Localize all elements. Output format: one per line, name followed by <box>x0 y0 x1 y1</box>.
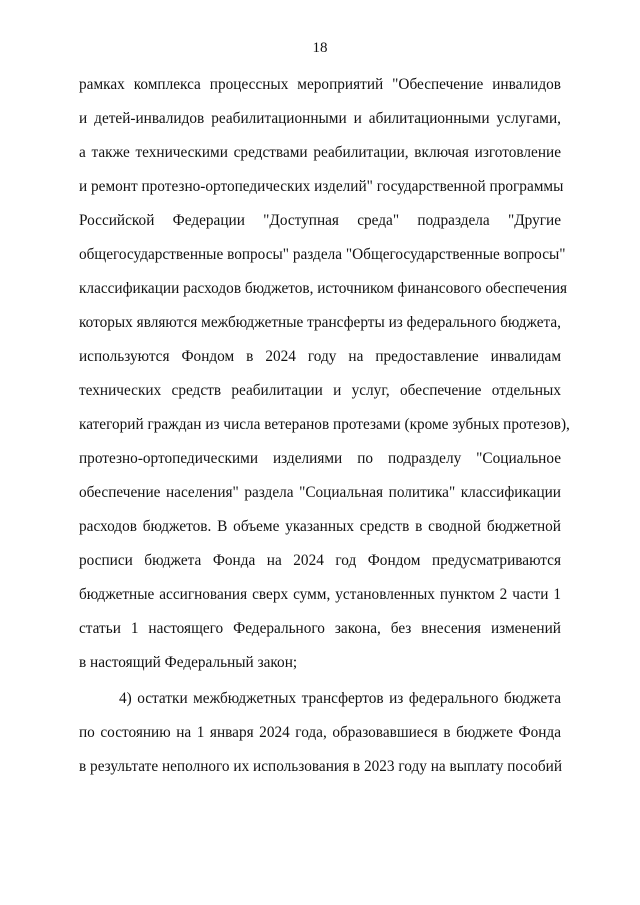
text-line: которых являются межбюджетные трансферты из федерального бюджета, <box>79 314 561 331</box>
text-line: в результате неполного их использования в 2023 году на выплату пособий <box>79 758 563 775</box>
text-line: по состоянию на 1 января 2024 года, образовавшиеся в бюджете Фонда <box>79 724 561 741</box>
text-line: обеспечение населения" раздела "Социальная политика" классификации <box>79 484 561 501</box>
page-number: 18 <box>312 40 328 56</box>
text-line: а также техническими средствами реабилитации, включая изготовление <box>79 144 561 161</box>
text-line: рамках комплекса процессных мероприятий "Обеспечение инвалидов <box>79 76 561 93</box>
text-line: в настоящий Федеральный закон; <box>79 654 298 671</box>
text-line: расходов бюджетов. В объеме указанных средств в сводной бюджетной <box>79 518 561 535</box>
text-line: протезно-ортопедическими изделиями по подразделу "Социальное <box>79 450 561 467</box>
document-body <box>79 68 570 784</box>
paragraph-1 <box>79 68 570 680</box>
paragraph-2 <box>79 682 561 784</box>
text-line: технических средств реабилитации и услуг, обеспечение отдельных <box>79 382 561 399</box>
text-line: 4) остатки межбюджетных трансфертов из федерального бюджета <box>119 690 561 707</box>
text-line: классификации расходов бюджетов, источником финансового обеспечения <box>79 280 568 297</box>
text-line: Российской Федерации "Доступная среда" подраздела "Другие <box>79 212 561 229</box>
text-line: росписи бюджета Фонда на 2024 год Фондом предусматриваются <box>79 552 561 569</box>
text-line: и ремонт протезно-ортопедических изделий" государственной программы <box>79 178 564 195</box>
text-line: статьи 1 настоящего Федерального закона, без внесения изменений <box>79 620 561 637</box>
text-line: используются Фондом в 2024 году на предоставление инвалидам <box>79 348 561 365</box>
text-line: и детей-инвалидов реабилитационными и абилитационными услугами, <box>79 110 561 127</box>
text-line: бюджетные ассигнования сверх сумм, установленных пунктом 2 части 1 <box>79 586 561 603</box>
text-line: общегосударственные вопросы" раздела "Общегосударственные вопросы" <box>79 246 566 263</box>
text-line: категорий граждан из числа ветеранов протезами (кроме зубных протезов), <box>79 416 570 433</box>
